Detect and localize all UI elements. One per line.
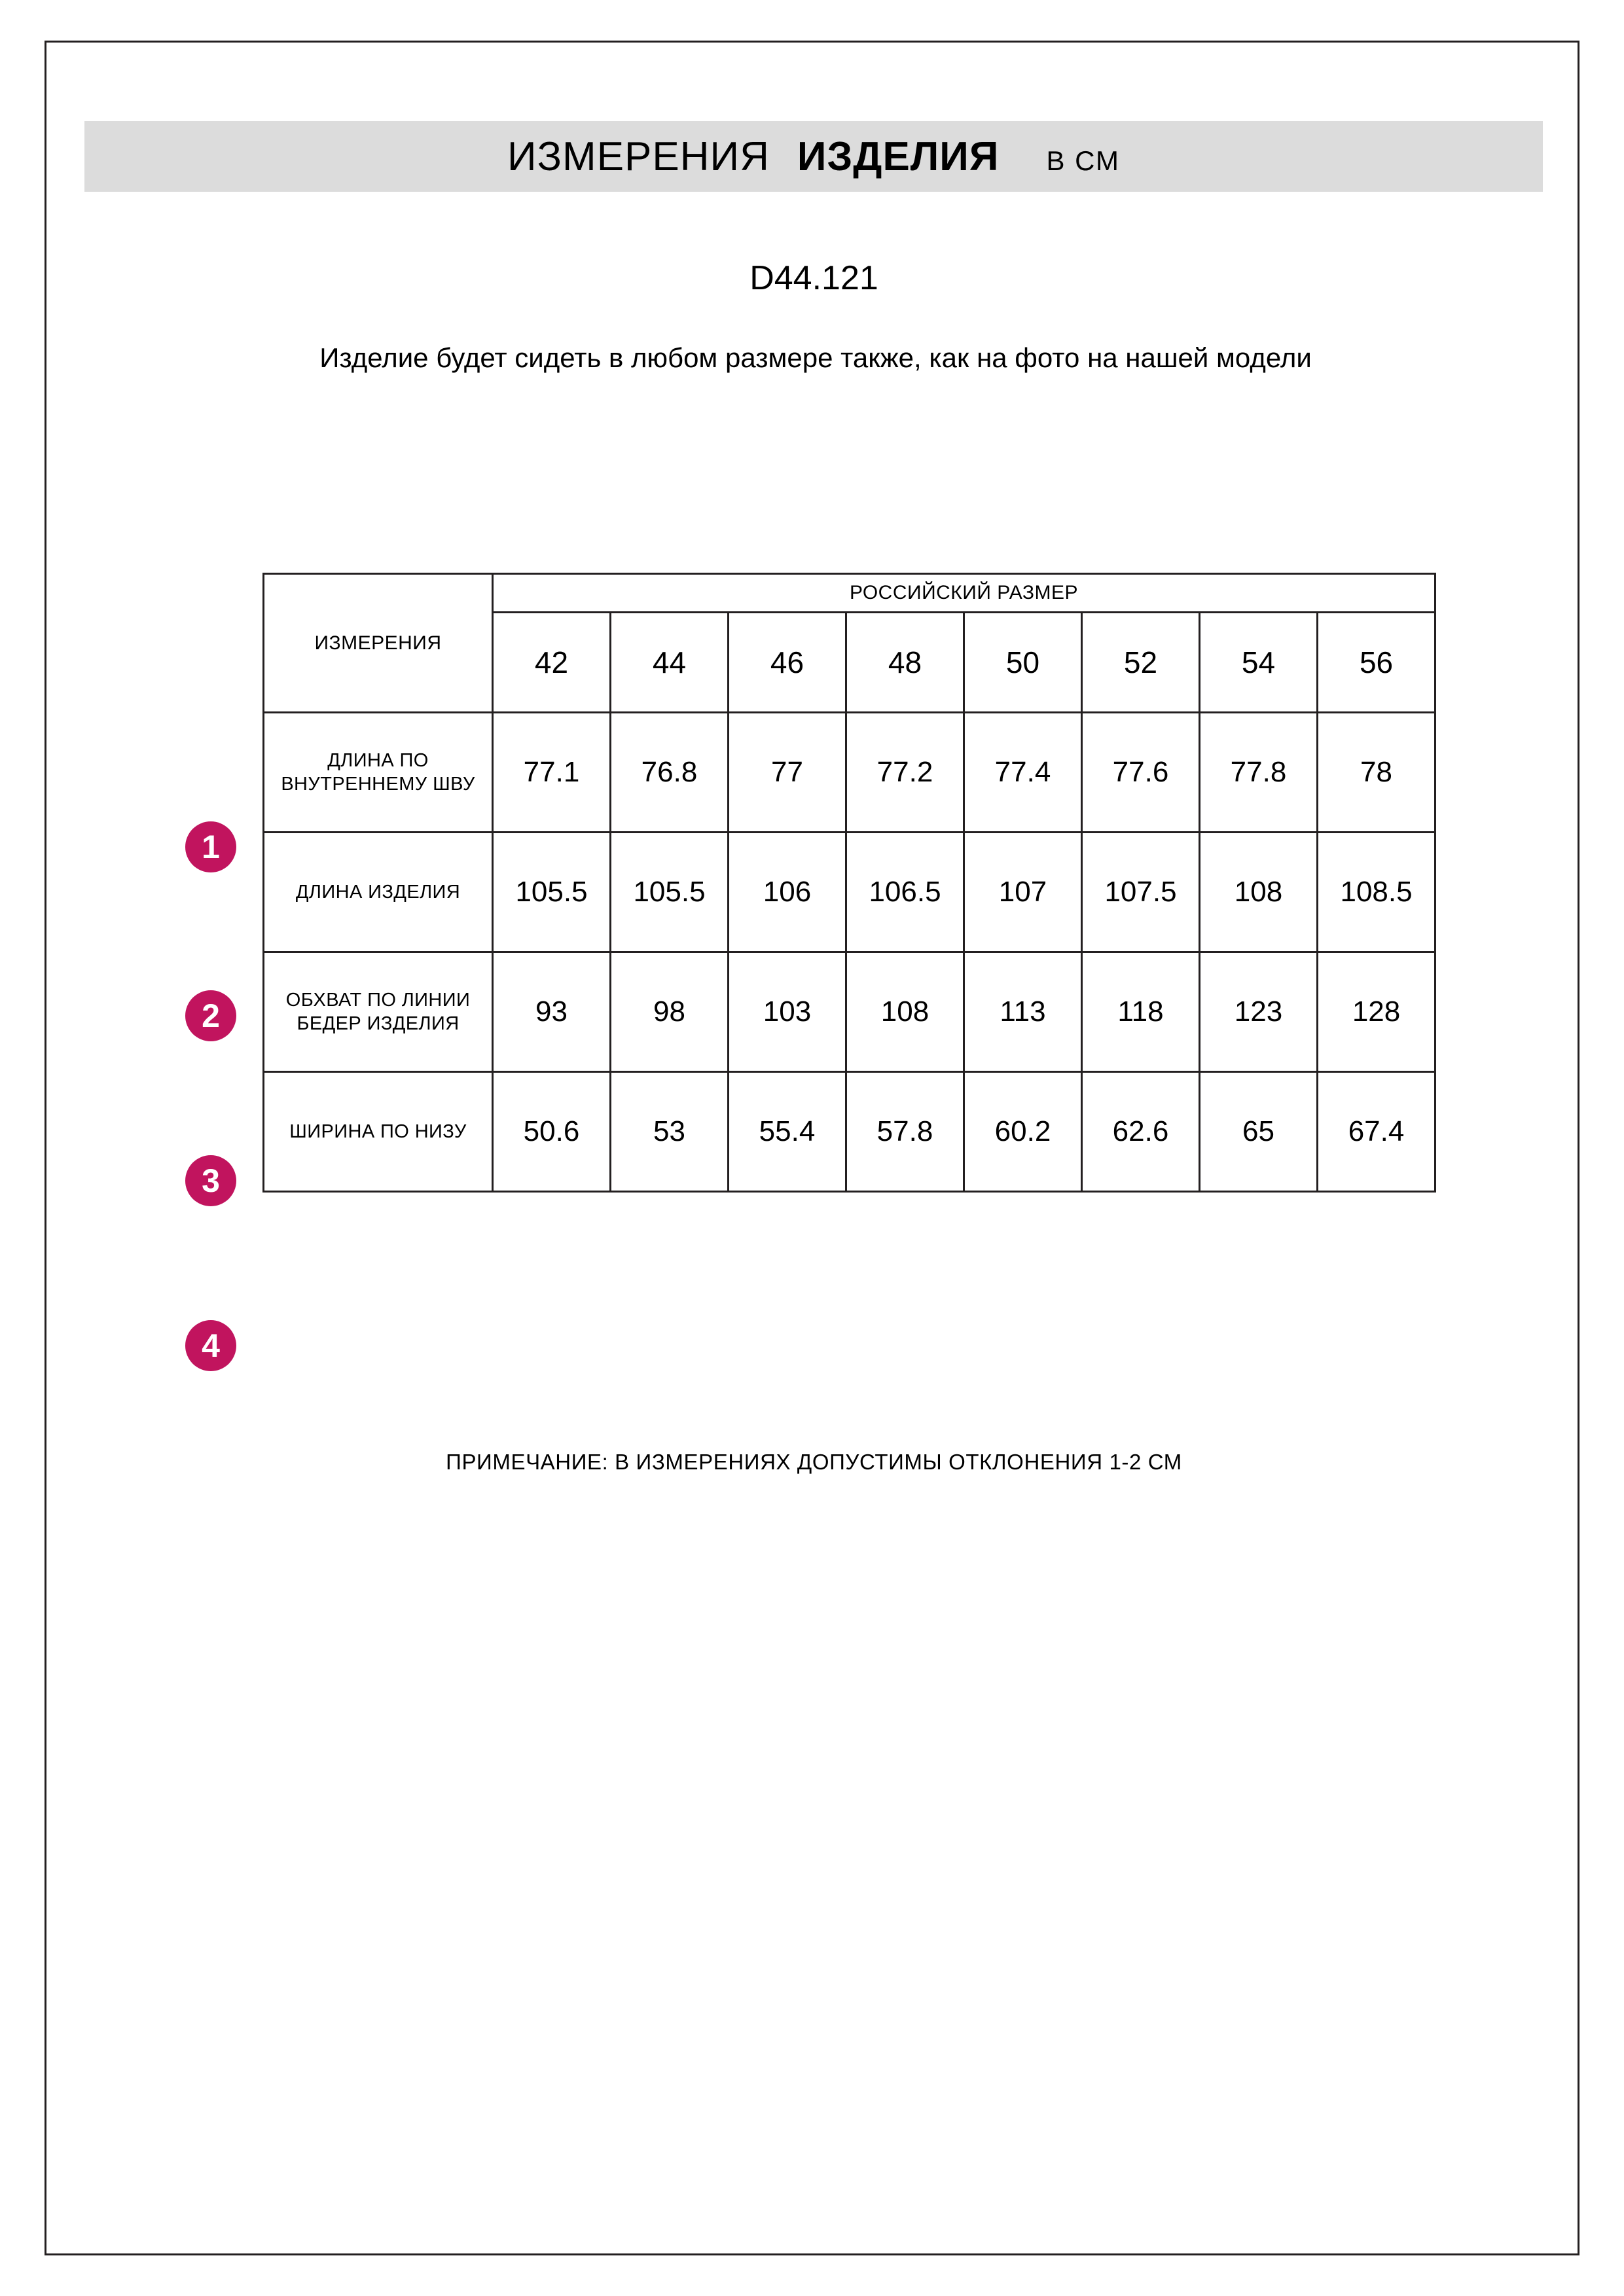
cell-r0-c3: 77.2	[846, 713, 964, 833]
cell-r1-c0: 105.5	[493, 833, 611, 952]
header-banner-inner	[507, 134, 1120, 180]
cell-r3-c3: 57.8	[846, 1072, 964, 1192]
cell-r1-c5: 107.5	[1082, 833, 1200, 952]
row-label-hip-circumference: ОБХВАТ ПО ЛИНИИ БЕДЕР ИЗДЕЛИЯ	[264, 952, 493, 1072]
size-header-54: 54	[1200, 613, 1318, 713]
header-banner	[84, 121, 1543, 192]
cell-r0-c5: 77.6	[1082, 713, 1200, 833]
row-marker-1: 1	[185, 821, 236, 872]
row-label-bottom-width: ШИРИНА ПО НИЗУ	[264, 1072, 493, 1192]
cell-r1-c7: 108.5	[1318, 833, 1435, 952]
table-row	[264, 1072, 1435, 1192]
cell-r2-c1: 98	[611, 952, 729, 1072]
cell-r1-c6: 108	[1200, 833, 1318, 952]
row-marker-4: 4	[185, 1320, 236, 1371]
cell-r3-c6: 65	[1200, 1072, 1318, 1192]
cell-r0-c6: 77.8	[1200, 713, 1318, 833]
cell-r3-c5: 62.6	[1082, 1072, 1200, 1192]
fit-note: Изделие будет сидеть в любом размере также, как на фото на нашей модели	[319, 342, 1312, 373]
cell-r1-c2: 106	[729, 833, 846, 952]
cell-r2-c0: 93	[493, 952, 611, 1072]
russian-size-group-header: РОССИЙСКИЙ РАЗМЕР	[493, 574, 1435, 613]
cell-r3-c1: 53	[611, 1072, 729, 1192]
cell-r3-c4: 60.2	[964, 1072, 1082, 1192]
header-title-bold: ИЗДЕЛИЯ	[797, 134, 1000, 179]
size-header-50: 50	[964, 613, 1082, 713]
measurements-table	[262, 573, 1436, 1193]
size-header-56: 56	[1318, 613, 1435, 713]
size-header-48: 48	[846, 613, 964, 713]
cell-r2-c7: 128	[1318, 952, 1435, 1072]
table-row	[264, 833, 1435, 952]
size-header-52: 52	[1082, 613, 1200, 713]
cell-r3-c7: 67.4	[1318, 1072, 1435, 1192]
cell-r3-c2: 55.4	[729, 1072, 846, 1192]
cell-r0-c2: 77	[729, 713, 846, 833]
cell-r2-c6: 123	[1200, 952, 1318, 1072]
cell-r0-c0: 77.1	[493, 713, 611, 833]
measurements-table-wrap	[262, 573, 1434, 1193]
cell-r1-c1: 105.5	[611, 833, 729, 952]
table-row	[264, 952, 1435, 1072]
size-header-46: 46	[729, 613, 846, 713]
cell-r2-c3: 108	[846, 952, 964, 1072]
cell-r2-c4: 113	[964, 952, 1082, 1072]
size-header-42: 42	[493, 613, 611, 713]
row-marker-3: 3	[185, 1155, 236, 1206]
cell-r2-c5: 118	[1082, 952, 1200, 1072]
page-border	[45, 41, 1579, 2255]
row-label-product-length: ДЛИНА ИЗДЕЛИЯ	[264, 833, 493, 952]
cell-r0-c1: 76.8	[611, 713, 729, 833]
row-marker-2: 2	[185, 990, 236, 1041]
tolerance-note: ПРИМЕЧАНИЕ: В ИЗМЕРЕНИЯХ ДОПУСТИМЫ ОТКЛОНЕНИЯ 1-2 СМ	[446, 1450, 1182, 1474]
cell-r3-c0: 50.6	[493, 1072, 611, 1192]
cell-r0-c7: 78	[1318, 713, 1435, 833]
table-row	[264, 713, 1435, 833]
measurements-column-header: ИЗМЕРЕНИЯ	[264, 574, 493, 713]
cell-r2-c2: 103	[729, 952, 846, 1072]
header-unit-label: В СМ	[1046, 145, 1120, 176]
cell-r1-c3: 106.5	[846, 833, 964, 952]
article-code: D44.121	[749, 259, 878, 297]
size-header-44: 44	[611, 613, 729, 713]
table-header-group-row	[264, 574, 1435, 613]
header-title-light: ИЗМЕРЕНИЯ	[507, 134, 770, 179]
cell-r1-c4: 107	[964, 833, 1082, 952]
cell-r0-c4: 77.4	[964, 713, 1082, 833]
row-label-inseam-length: ДЛИНА ПО ВНУТРЕННЕМУ ШВУ	[264, 713, 493, 833]
